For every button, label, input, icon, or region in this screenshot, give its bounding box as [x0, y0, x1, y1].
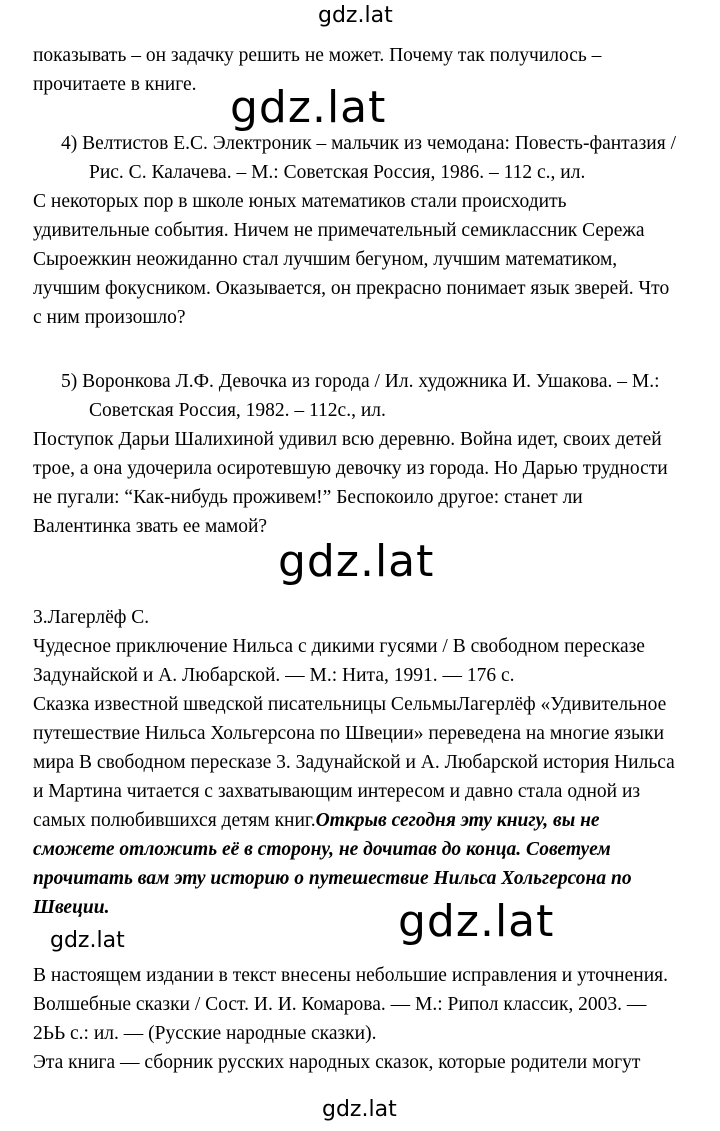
- text-line: не пугали: “Как-нибудь проживем!” Беспокоило другое: станет ли: [33, 487, 583, 508]
- text-line: С некоторых пор в школе юных математиков стали происходить: [33, 191, 567, 212]
- watermark-top: gdz.lat: [318, 3, 393, 28]
- watermark-large-3: gdz.lat: [398, 896, 555, 947]
- text-line: Волшебные сказки / Сост. И. И. Комарова. — М.: Рипол классик, 2003. —: [33, 994, 647, 1015]
- emphasis-line: [33, 893, 703, 922]
- text-line: Эта книга — сборник русских народных сказок, которые родители могут: [33, 1052, 641, 1073]
- text-line: трое, а она удочерила осиротевшую девочку из города. Но Дарью трудности: [33, 458, 668, 479]
- plain-text: самых полюбившихся детям книг.: [33, 810, 316, 831]
- text-line: удивительные события. Ничем не примечательный семиклассник Сережа: [33, 220, 645, 241]
- book-entry-5: [33, 367, 703, 541]
- text-line: 2ЬЬ с.: ил. — (Русские народные сказки).: [33, 1023, 377, 1044]
- text-line: Задунайской и А. Любарской. — М.: Нита, 1991. — 176 с.: [33, 665, 515, 686]
- text-line: показывать – он задачку решить не может. Почему так получилось –: [33, 45, 602, 66]
- emphasis-text: Швеции.: [33, 897, 110, 918]
- watermark-large-2: gdz.lat: [278, 536, 435, 587]
- emphasis-text: Открыв сегодня эту книгу, вы не: [315, 810, 600, 831]
- text-line: с ним произошло?: [33, 307, 186, 328]
- text-line: путешествие Нильса Хольгерсона по Швеции» переведена на многие языки: [33, 723, 664, 744]
- book-entry-4: [33, 129, 703, 332]
- text-line: Сказка известной шведской писательницы СельмыЛагерлёф «Удивительное: [33, 694, 667, 715]
- watermark-small-left: gdz.lat: [50, 928, 125, 953]
- entry-heading-cont: Советская Россия, 1982. – 112с., ил.: [89, 400, 386, 421]
- text-line: Валентинка звать ее мамой?: [33, 516, 268, 537]
- watermark-large-1: gdz.lat: [230, 82, 387, 133]
- text-line: Чудесное приключение Нильса с дикими гусями / В свободном пересказе: [33, 636, 645, 657]
- intro-paragraph: [33, 41, 703, 99]
- text-line: лучшим фокусником. Оказывается, он прекрасно понимает язык зверей. Что: [33, 278, 670, 299]
- entry-heading-cont: Рис. С. Калачева. – М.: Советская Россия, 1986. – 112 с., ил.: [89, 162, 586, 183]
- text-line: В настоящем издании в текст внесены небольшие исправления и уточнения.: [33, 965, 668, 986]
- book-entry-lagerlof: [33, 603, 703, 922]
- text-line-mixed: [33, 806, 703, 835]
- text-line: и Мартина читается с захватывающим интересом и давно стала одной из: [33, 781, 641, 802]
- entry-heading: 3.Лагерлёф С.: [33, 607, 150, 628]
- watermark-bottom: gdz.lat: [322, 1097, 397, 1122]
- emphasis-line: [33, 835, 703, 864]
- entry-heading: 5) Воронкова Л.Ф. Девочка из города / Ил. художника И. Ушакова. – М.:: [61, 371, 660, 392]
- text-line: Сыроежкин неожиданно стал лучшим бегуном, лучшим математиком,: [33, 249, 618, 270]
- emphasis-line: [33, 864, 703, 893]
- entry-heading: 4) Велтистов Е.С. Электроник – мальчик из чемодана: Повесть-фантазия /: [61, 133, 676, 154]
- text-line: мира В свободном пересказе 3. Задунайской и А. Любарской история Нильса: [33, 752, 675, 773]
- emphasis-text: прочитать вам эту историю о путешествие Нильса Хольгерсона по: [33, 868, 632, 889]
- text-line: Поступок Дарьи Шалихиной удивил всю деревню. Война идет, своих детей: [33, 429, 662, 450]
- text-line: прочитаете в книге.: [33, 74, 197, 95]
- emphasis-text: сможете отложить её в сторону, не дочитав до конца. Советуем: [33, 839, 611, 860]
- closing-paragraph: [33, 961, 703, 1077]
